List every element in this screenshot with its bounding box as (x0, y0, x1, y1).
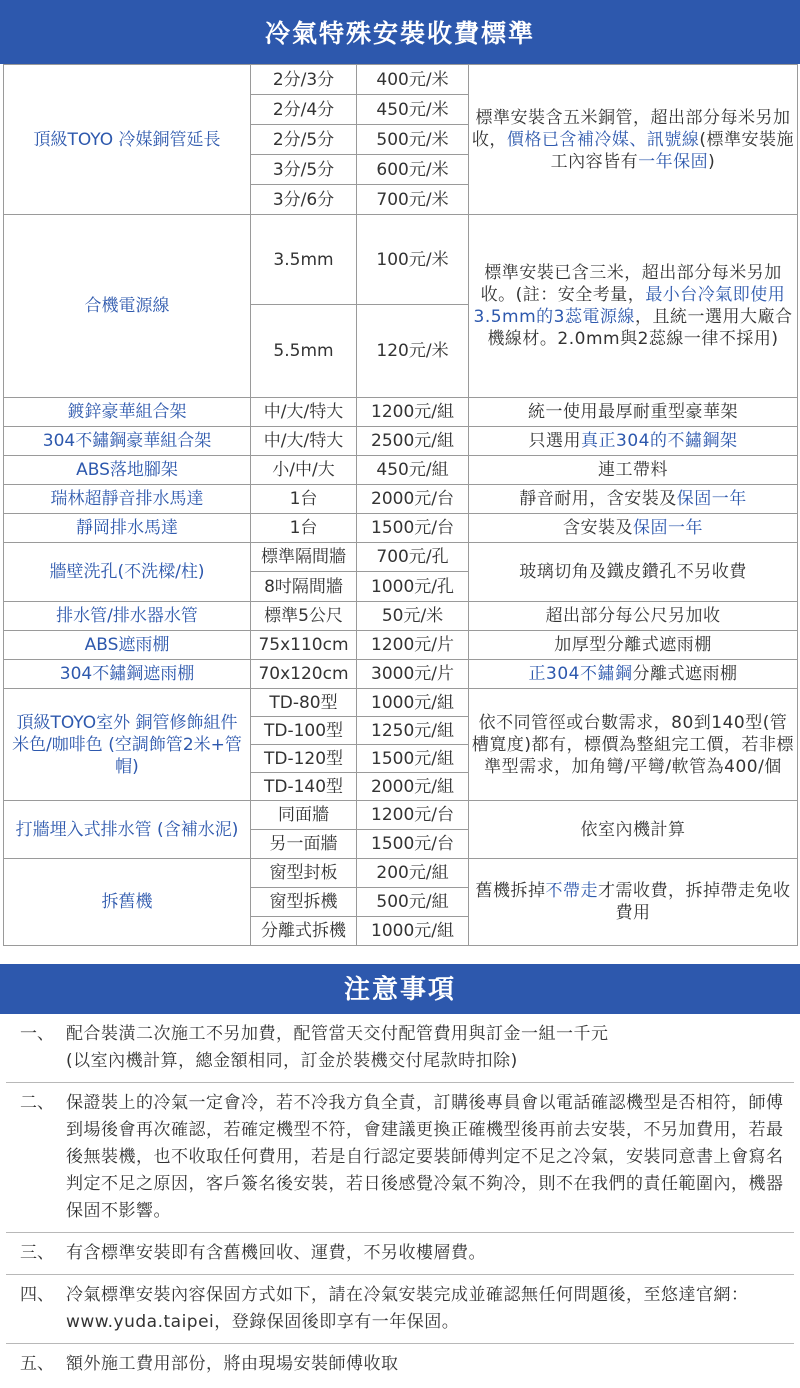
item-name: ABS落地腳架 (4, 456, 251, 485)
price-cell: 450元/米 (357, 95, 469, 125)
table-row (4, 485, 798, 514)
item-name: ABS遮雨棚 (4, 631, 251, 660)
item-name: 304不鏽鋼豪華組合架 (4, 427, 251, 456)
table-row (4, 801, 798, 830)
price-cell: 2000元/組 (357, 773, 469, 801)
note-cell: 靜音耐用，含安裝及保固一年 (469, 485, 798, 514)
item-name: 靜岡排水馬達 (4, 514, 251, 543)
item-name: 瑞林超靜音排水馬達 (4, 485, 251, 514)
list-item (6, 1275, 794, 1344)
price-cell: 1000元/組 (357, 689, 469, 717)
note-cell: 只選用真正304的不鏽鋼架 (469, 427, 798, 456)
item-name: 鍍鋅豪華組合架 (4, 398, 251, 427)
item-name: 合機電源線 (4, 215, 251, 398)
item-name: 頂級TOYO室外 銅管修飾組件 米色/咖啡色 (空調飾管2米+管帽) (4, 689, 251, 801)
price-cell: 2500元/組 (357, 427, 469, 456)
table-row (4, 543, 798, 572)
spec-cell: 5.5mm (251, 305, 357, 398)
price-cell: 1200元/組 (357, 398, 469, 427)
spec-cell: TD-120型 (251, 745, 357, 773)
note-number: 一、 (20, 1024, 54, 1044)
spec-cell: 窗型封板 (251, 859, 357, 888)
spec-cell: 75x110cm (251, 631, 357, 660)
notes-title: 注意事項 (0, 964, 800, 1014)
note-cell: 玻璃切角及鐵皮鑽孔不另收費 (469, 543, 798, 602)
table-row (4, 631, 798, 660)
note-number: 二、 (20, 1093, 54, 1113)
table-row (4, 602, 798, 631)
item-name: 拆舊機 (4, 859, 251, 946)
table-row (4, 427, 798, 456)
price-cell: 1250元/組 (357, 717, 469, 745)
spec-cell: TD-140型 (251, 773, 357, 801)
note-text-block (66, 1021, 784, 1075)
note-number: 五、 (20, 1354, 54, 1374)
item-name: 304不鏽鋼遮雨棚 (4, 660, 251, 689)
spec-cell: 小/中/大 (251, 456, 357, 485)
list-item (6, 1083, 794, 1233)
spec-cell: 另一面牆 (251, 830, 357, 859)
note-text: 配合裝潢二次施工不另加費，配管當天交付配管費用與訂金一組一千元 (66, 1024, 609, 1044)
price-table-container (3, 64, 797, 964)
price-cell: 1000元/孔 (357, 572, 469, 602)
price-cell: 1500元/台 (357, 830, 469, 859)
note-text: 額外施工費用部份，將由現場安裝師傅收取 (66, 1354, 399, 1374)
price-cell: 1500元/組 (357, 745, 469, 773)
table-row (4, 398, 798, 427)
note-cell: 標準安裝已含三米，超出部分每米另加收。(註：安全考量，最小台冷氣即使用3.5mm的3蕊電源線，且統一選用大廠合機線材。2.0mm與2蕊線一律不採用) (469, 215, 798, 398)
item-name: 牆壁洗孔(不洗樑/柱) (4, 543, 251, 602)
page-title: 冷氣特殊安裝收費標準 (0, 0, 800, 64)
notes-list (6, 1014, 794, 1385)
note-cell: 統一使用最厚耐重型豪華架 (469, 398, 798, 427)
spec-cell: 1台 (251, 485, 357, 514)
spec-cell: 窗型拆機 (251, 888, 357, 917)
price-cell: 700元/米 (357, 185, 469, 215)
note-subtext: (以室內機計算，總金額相同，訂金於裝機交付尾款時扣除) (66, 1051, 518, 1071)
note-number: 三、 (20, 1243, 54, 1263)
price-cell: 3000元/片 (357, 660, 469, 689)
table-row (4, 660, 798, 689)
price-cell: 120元/米 (357, 305, 469, 398)
spec-cell: 2分/5分 (251, 125, 357, 155)
price-cell: 1500元/台 (357, 514, 469, 543)
price-cell: 200元/組 (357, 859, 469, 888)
spec-cell: TD-80型 (251, 689, 357, 717)
spec-cell: 分離式拆機 (251, 917, 357, 946)
spec-cell: TD-100型 (251, 717, 357, 745)
note-text: 冷氣標準安裝內容保固方式如下，請在冷氣安裝完成並確認無任何問題後，至悠達官網：www.yuda.taipei，登錄保固後即享有一年保固。 (66, 1285, 749, 1332)
note-number: 四、 (20, 1285, 54, 1305)
table-row (4, 514, 798, 543)
price-cell: 500元/組 (357, 888, 469, 917)
list-item (6, 1233, 794, 1275)
list-item (6, 1014, 794, 1083)
price-cell: 450元/組 (357, 456, 469, 485)
spec-cell: 同面牆 (251, 801, 357, 830)
list-item (6, 1344, 794, 1385)
price-cell: 400元/米 (357, 65, 469, 95)
price-table (3, 64, 798, 946)
price-cell: 50元/米 (357, 602, 469, 631)
note-cell: 加厚型分離式遮雨棚 (469, 631, 798, 660)
note-text: 保證裝上的冷氣一定會冷，若不冷我方負全責，訂購後專員會以電話確認機型是否相符，師傅到場後會再次確認，若確定機型不符，會建議更換正確機型後再前去安裝，不另加費用，若最後無裝機，也不收取任何費用，若是自行認定要裝師傅判定不足之冷氣，安裝同意書上會寫名判定不足之原因，客戶簽名後安裝，若日後感覺冷氣不夠冷，則不在我們的責任範圍內，機器保固不影響。 (66, 1093, 784, 1221)
item-name: 打牆埋入式排水管 (含補水泥) (4, 801, 251, 859)
spec-cell: 2分/4分 (251, 95, 357, 125)
price-cell: 2000元/台 (357, 485, 469, 514)
note-cell: 含安裝及保固一年 (469, 514, 798, 543)
spec-cell: 3.5mm (251, 215, 357, 305)
note-cell: 正304不鏽鋼分離式遮雨棚 (469, 660, 798, 689)
note-cell: 舊機拆掉不帶走才需收費，拆掉帶走免收費用 (469, 859, 798, 946)
price-cell: 600元/米 (357, 155, 469, 185)
price-cell: 500元/米 (357, 125, 469, 155)
note-cell: 標準安裝含五米銅管，超出部分每米另加收，價格已含補冷媒、訊號線(標準安裝施工內容皆有一年保固) (469, 65, 798, 215)
note-cell: 依不同管徑或台數需求，80到140型(管槽寬度)都有，標價為整組完工價，若非標準型需求，加角彎/平彎/軟管為400/個 (469, 689, 798, 801)
spec-cell: 70x120cm (251, 660, 357, 689)
spec-cell: 標準隔間牆 (251, 543, 357, 572)
spec-cell: 2分/3分 (251, 65, 357, 95)
spec-cell: 3分/6分 (251, 185, 357, 215)
price-cell: 1000元/組 (357, 917, 469, 946)
note-cell: 超出部分每公尺另加收 (469, 602, 798, 631)
spec-cell: 中/大/特大 (251, 398, 357, 427)
table-row (4, 65, 798, 95)
price-cell: 100元/米 (357, 215, 469, 305)
spec-cell: 1台 (251, 514, 357, 543)
item-name: 排水管/排水器水管 (4, 602, 251, 631)
note-cell: 連工帶料 (469, 456, 798, 485)
table-row (4, 689, 798, 717)
item-name: 頂級TOYO 冷媒銅管延長 (4, 65, 251, 215)
table-row (4, 859, 798, 888)
note-cell: 依室內機計算 (469, 801, 798, 859)
price-cell: 700元/孔 (357, 543, 469, 572)
table-row (4, 215, 798, 305)
note-text: 有含標準安裝即有含舊機回收、運費，不另收樓層費。 (66, 1243, 486, 1263)
table-row (4, 456, 798, 485)
price-cell: 1200元/台 (357, 801, 469, 830)
spec-cell: 3分/5分 (251, 155, 357, 185)
price-cell: 1200元/片 (357, 631, 469, 660)
spec-cell: 標準5公尺 (251, 602, 357, 631)
spec-cell: 中/大/特大 (251, 427, 357, 456)
spec-cell: 8吋隔間牆 (251, 572, 357, 602)
